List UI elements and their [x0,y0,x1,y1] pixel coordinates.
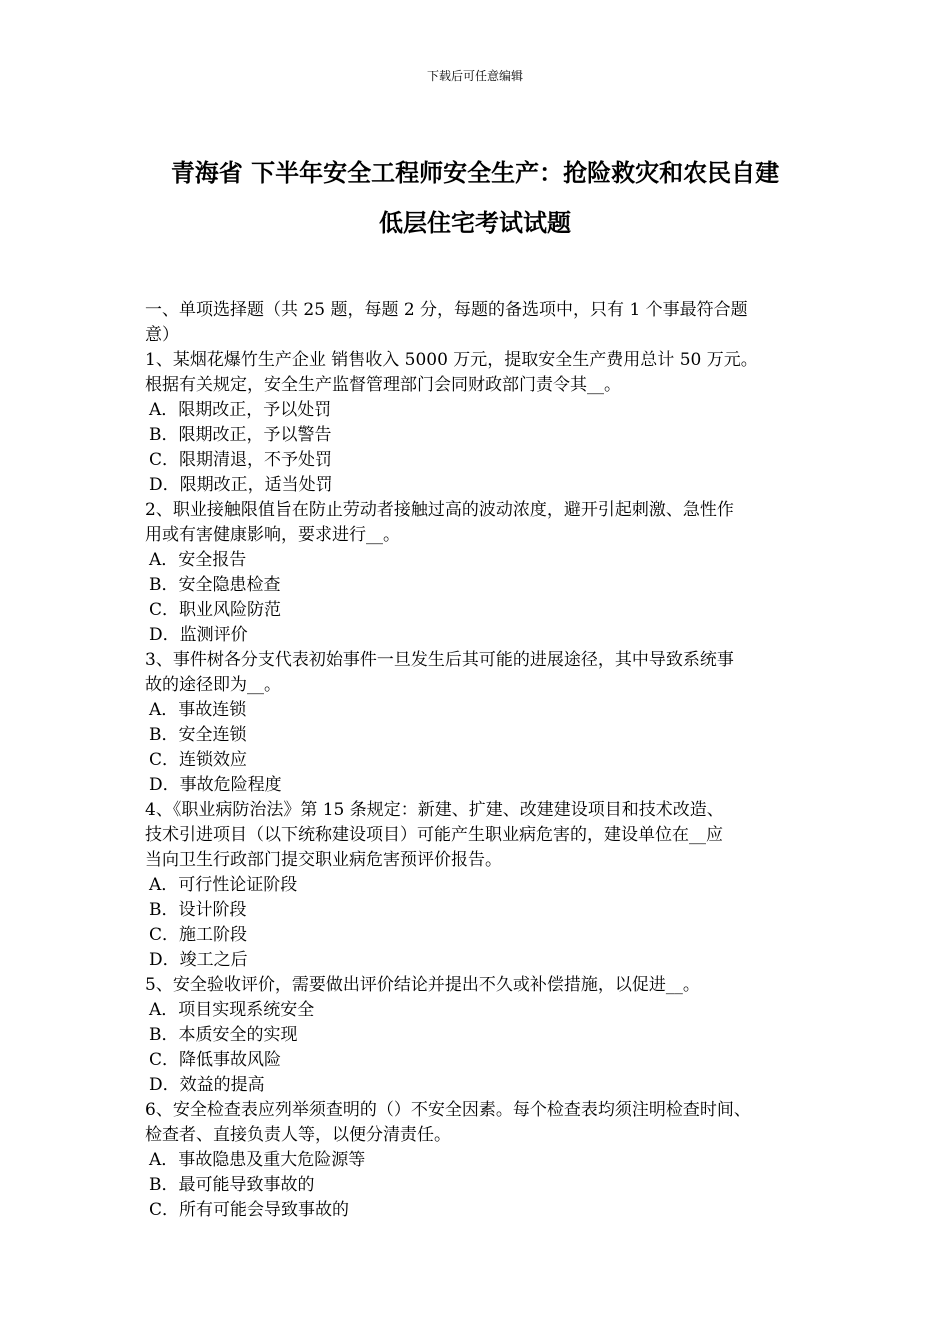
option-b: B．本质安全的实现 [149,1025,298,1045]
option-b: B．安全隐患检查 [149,575,281,595]
option-a: A．安全报告 [149,550,247,570]
option-a: A．事故连锁 [149,700,247,720]
option-d: D．效益的提高 [149,1075,265,1095]
document-title [100,148,850,248]
question-text: 2、职业接触限值旨在防止劳动者接触过高的波动浓度，避开引起刺激、急性作 [145,500,734,520]
option-a: A．项目实现系统安全 [149,1000,315,1020]
option-c: C．所有可能会导致事故的 [149,1200,350,1220]
question-text: 5、安全验收评价，需要做出评价结论并提出不久或补偿措施，以促进__。 [145,975,700,995]
title-line-2: 低层住宅考试试题 [379,208,571,237]
question-2 [145,498,835,648]
question-text: 当向卫生行政部门提交职业病危害预评价报告。 [145,850,502,870]
option-b: B．设计阶段 [149,900,247,920]
option-a: A．限期改正，予以处罚 [149,400,332,420]
question-6 [145,1098,835,1223]
question-text: 3、事件树各分支代表初始事件一旦发生后其可能的进展途径，其中导致系统事 [145,650,734,670]
option-c: C．职业风险防范 [149,600,282,620]
question-text: 4、《职业病防治法》第 15 条规定：新建、扩建、改建建设项目和技术改造、 [145,800,724,820]
option-b: B．限期改正，予以警告 [149,425,332,445]
option-c: C．施工阶段 [149,925,248,945]
option-d: D．监测评价 [149,625,248,645]
option-c: C．连锁效应 [149,750,248,770]
question-text: 技术引进项目（以下统称建设项目）可能产生职业病危害的，建设单位在__应 [145,825,723,845]
option-d: D．限期改正，适当处罚 [149,475,333,495]
option-b: B．安全连锁 [149,725,247,745]
header-note: 下载后可任意编辑 [426,69,523,83]
question-text: 根据有关规定，安全生产监督管理部门会同财政部门责令其__。 [145,375,621,395]
question-text: 故的途径即为__。 [145,675,281,695]
option-a: A．事故隐患及重大危险源等 [149,1150,366,1170]
exam-content [145,298,835,1223]
question-text: 6、安全检查表应列举须查明的（）不安全因素。每个检查表均须注明检查时间、 [145,1100,751,1120]
question-4 [145,798,835,973]
section-heading [145,298,835,348]
option-c: C．限期清退，不予处罚 [149,450,333,470]
section-heading-line: 一、单项选择题（共 25 题，每题 2 分，每题的备选项中，只有 1 个事最符合题 [145,300,748,320]
question-text: 检查者、直接负责人等，以便分清责任。 [145,1125,451,1145]
question-1 [145,348,835,498]
question-3 [145,648,835,798]
question-5 [145,973,835,1098]
question-text: 1、某烟花爆竹生产企业 销售收入 5000 万元，提取安全生产费用总计 50 万元。 [145,350,758,370]
option-d: D．竣工之后 [149,950,248,970]
question-text: 用或有害健康影响，要求进行__。 [145,525,400,545]
section-heading-line: 意） [145,325,179,345]
option-d: D．事故危险程度 [149,775,282,795]
title-line-1: 青海省 下半年安全工程师安全生产：抢险救灾和农民自建 [170,158,780,187]
option-a: A．可行性论证阶段 [149,875,298,895]
option-c: C．降低事故风险 [149,1050,282,1070]
option-b: B．最可能导致事故的 [149,1175,315,1195]
